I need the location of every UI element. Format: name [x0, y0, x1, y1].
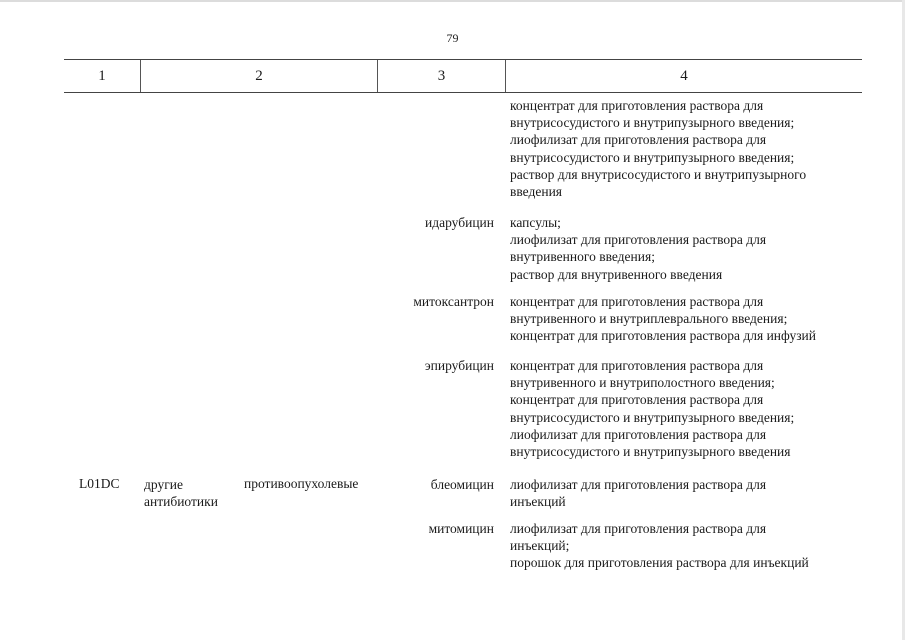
scan-edge: [0, 0, 905, 2]
dosage-form-line: внутрисосудистого и внутрипузырного введения;: [510, 409, 795, 425]
dosage-form-line: внутрисосудистого и внутрипузырного введения;: [510, 149, 795, 165]
dosage-form-line: раствор для внутривенного введения: [510, 266, 723, 282]
column-header-2: 2: [140, 60, 377, 92]
dosage-form-line: инъекций: [510, 494, 566, 510]
dosage-form-line: введения: [510, 184, 563, 200]
dosage-form-line: внутрисосудистого и внутрипузырного введения: [510, 444, 791, 460]
dosage-form-line: концентрат для приготовления раствора для: [510, 294, 764, 309]
dosage-form-line: внутривенного введения;: [510, 249, 655, 265]
dosage-forms-cell: [510, 293, 855, 345]
dosage-forms-cell: [510, 520, 855, 572]
dosage-form-line: концентрат для приготовления раствора для: [510, 358, 764, 373]
dosage-form-line: внутривенного и внутриплеврального введения;: [510, 311, 788, 327]
dosage-forms-cell: [510, 97, 855, 200]
drug-name-cell: идарубицин: [425, 215, 494, 230]
column-header-1: 1: [98, 67, 106, 84]
dosage-form-line: лиофилизат для приготовления раствора для: [510, 426, 767, 442]
drug-name-cell: эпирубицин: [424, 358, 494, 373]
atc-code-cell: L01DC: [79, 476, 120, 491]
dosage-form-line: раствор для внутрисосудистого и внутрипузырного: [510, 166, 807, 182]
dosage-form-line: лиофилизат для приготовления раствора для: [510, 477, 767, 492]
dosage-form-line: концентрат для приготовления раствора для: [510, 392, 764, 408]
dosage-form-line: внутрисосудистого и внутрипузырного введения;: [510, 115, 795, 131]
atc-group-word: антибиотики: [144, 494, 218, 510]
column-header-3: 3: [377, 60, 505, 92]
dosage-form-line: лиофилизат для приготовления раствора для: [510, 132, 767, 148]
table-header-row: [64, 59, 862, 93]
dosage-forms-cell: [510, 357, 855, 460]
atc-group-cell: [144, 476, 218, 510]
dosage-form-line: инъекций;: [510, 538, 570, 554]
dosage-form-line: лиофилизат для приготовления раствора для: [510, 232, 767, 248]
dosage-forms-cell: [510, 214, 855, 283]
drug-name-cell: митоксантрон: [413, 294, 494, 309]
page-number: 79: [446, 31, 459, 45]
drug-name-cell: митомицин: [428, 521, 494, 536]
dosage-form-line: порошок для приготовления раствора для инъекций: [510, 555, 809, 571]
dosage-form-line: концентрат для приготовления раствора для инфузий: [510, 328, 816, 344]
drug-name-cell: блеомицин: [430, 477, 494, 492]
dosage-form-line: лиофилизат для приготовления раствора для: [510, 521, 767, 536]
atc-group-word: противоопухолевые: [244, 476, 359, 491]
column-header-4: 4: [505, 60, 862, 92]
dosage-forms-cell: [510, 476, 855, 510]
dosage-form-line: внутривенного и внутриполостного введения;: [510, 375, 775, 391]
atc-group-word: другие: [144, 477, 183, 492]
dosage-form-line: капсулы;: [510, 215, 561, 230]
dosage-form-line: концентрат для приготовления раствора для: [510, 98, 764, 113]
